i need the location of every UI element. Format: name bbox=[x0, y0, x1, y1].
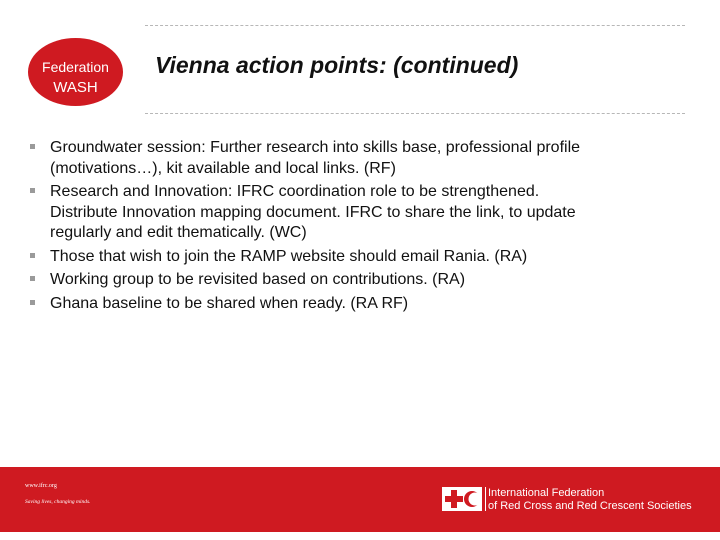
slide-title: Vienna action points: (continued) bbox=[155, 52, 519, 78]
bullet-list bbox=[28, 138, 668, 317]
federation-wash-badge bbox=[28, 38, 123, 106]
bullet-item bbox=[28, 247, 668, 268]
bullet-square-icon bbox=[30, 144, 35, 149]
bullet-square-icon bbox=[30, 276, 35, 281]
bullet-text-line: Ghana baseline to be shared when ready. (RA RF) bbox=[50, 294, 409, 312]
bullet-text-line: Research and Innovation: IFRC coordination role to be strengthened. bbox=[50, 183, 540, 200]
bullet-text-line: Those that wish to join the RAMP website should email Rania. (RA) bbox=[50, 247, 528, 265]
bullet-item bbox=[28, 182, 668, 244]
footer-tagline: Saving lives, changing minds. bbox=[25, 499, 91, 505]
bullet-square-icon bbox=[30, 300, 35, 305]
org-name-line-2: of Red Cross and Red Crescent Societies bbox=[488, 500, 692, 512]
org-name-line-1: International Federation bbox=[488, 487, 605, 499]
bullet-text-line: Groundwater session: Further research into skills base, professional profile bbox=[50, 139, 581, 156]
footer-url[interactable]: www.ifrc.org bbox=[25, 483, 57, 489]
top-divider bbox=[145, 25, 685, 26]
badge-line-1: Federation bbox=[42, 59, 109, 75]
bullet-item bbox=[28, 270, 668, 291]
logo-divider bbox=[485, 487, 486, 511]
bullet-square-icon bbox=[30, 253, 35, 258]
bullet-item bbox=[28, 294, 668, 315]
red-cross-icon bbox=[445, 490, 463, 508]
red-crescent-icon bbox=[464, 491, 482, 507]
bullet-item bbox=[28, 138, 668, 179]
ifrc-emblem-graphic bbox=[442, 487, 482, 511]
bullet-text-line: Working group to be revisited based on contributions. (RA) bbox=[50, 271, 466, 288]
ifrc-emblem bbox=[442, 487, 482, 511]
bullet-text-line: Distribute Innovation mapping document. IFRC to share the link, to update bbox=[50, 203, 576, 221]
bullet-text-line: (motivations…), kit available and local links. (RF) bbox=[50, 159, 396, 177]
badge-line-2: WASH bbox=[53, 79, 98, 96]
bullet-square-icon bbox=[30, 188, 35, 193]
footer-bar bbox=[0, 467, 720, 532]
title-divider bbox=[145, 113, 685, 114]
bullet-text-line: regularly and edit thematically. (WC) bbox=[50, 224, 307, 241]
